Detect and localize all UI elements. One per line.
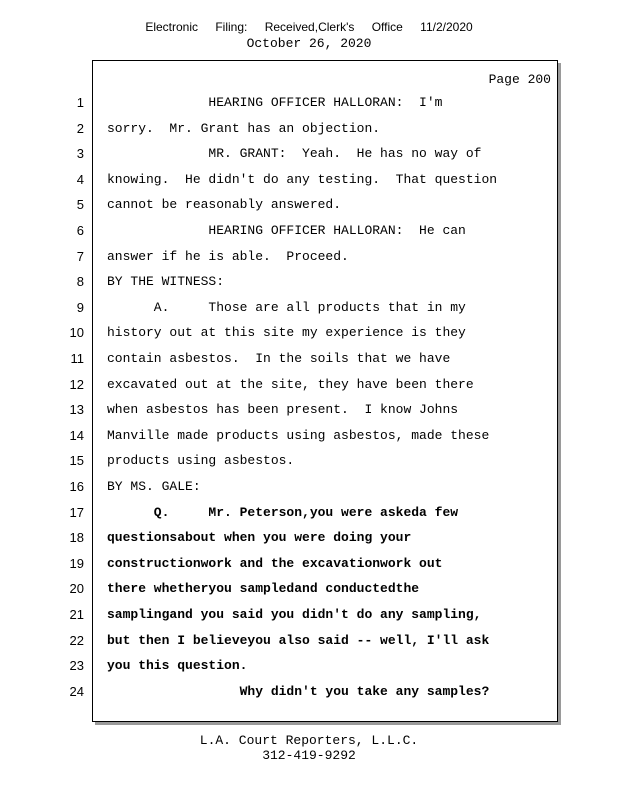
line-number: 5 bbox=[76, 197, 84, 213]
line-text: A. Those are all products that in my bbox=[107, 299, 466, 315]
line-number: 12 bbox=[69, 376, 84, 392]
line-text: sorry. Mr. Grant has an objection. bbox=[107, 120, 381, 136]
line-number: 7 bbox=[76, 248, 84, 264]
line-text: BY MS. GALE: bbox=[107, 479, 201, 494]
line-text: MR. GRANT: Yeah. He has no way of bbox=[107, 146, 482, 162]
line-number: 11 bbox=[70, 351, 84, 366]
line-number: 23 bbox=[69, 658, 84, 674]
filing-part: 11/2/2020 bbox=[420, 20, 473, 34]
line-text: history out at this site my experience is they bbox=[107, 325, 466, 341]
line-number: 14 bbox=[69, 427, 84, 443]
line-number: 8 bbox=[76, 274, 84, 290]
line-number: 18 bbox=[69, 530, 84, 546]
line-text: samplingand you said you didn't do any sampling, bbox=[107, 607, 482, 622]
line-number: 19 bbox=[69, 555, 84, 571]
line-number: 9 bbox=[76, 299, 84, 315]
page-number: Page 200 bbox=[488, 72, 551, 87]
line-text: HEARING OFFICER HALLORAN: He can bbox=[107, 223, 466, 238]
line-text: contain asbestos. In the soils that we have bbox=[107, 351, 451, 366]
line-text: there whetheryou sampledand conductedthe bbox=[107, 581, 420, 597]
line-number: 13 bbox=[69, 402, 84, 418]
line-text: BY THE WITNESS: bbox=[107, 274, 225, 290]
filing-part: Electronic bbox=[145, 20, 198, 34]
line-number: 6 bbox=[76, 223, 84, 238]
line-text: Why didn't you take any samples? bbox=[107, 683, 490, 699]
line-number: 22 bbox=[69, 632, 84, 648]
line-text: Manville made products using asbestos, made these bbox=[107, 427, 490, 443]
filing-part: Received,Clerk's bbox=[264, 20, 355, 34]
line-text: cannot be reasonably answered. bbox=[107, 197, 342, 213]
line-text: but then I believeyou also said -- well, I'll ask bbox=[107, 632, 490, 648]
line-text: excavated out at the site, they have been there bbox=[107, 376, 474, 392]
line-number: 20 bbox=[69, 581, 84, 597]
line-number: 21 bbox=[69, 607, 84, 622]
filing-header bbox=[0, 20, 618, 34]
transcript-date: October 26, 2020 bbox=[246, 36, 372, 51]
line-text: HEARING OFFICER HALLORAN: I'm bbox=[107, 95, 443, 110]
line-number: 24 bbox=[69, 683, 84, 699]
footer-phone: 312-419-9292 bbox=[262, 748, 356, 763]
line-text: products using asbestos. bbox=[107, 453, 295, 469]
line-number: 4 bbox=[76, 171, 84, 187]
filing-part: Office bbox=[371, 20, 403, 34]
line-text: questionsabout when you were doing your bbox=[107, 530, 412, 546]
line-text: knowing. He didn't do any testing. That question bbox=[107, 171, 498, 187]
line-text: when asbestos has been present. I know Johns bbox=[107, 402, 459, 418]
line-number: 10 bbox=[69, 325, 84, 341]
line-text: you this question. bbox=[107, 658, 248, 674]
line-number: 1 bbox=[76, 95, 84, 110]
line-text: Q. Mr. Peterson,you were askeda few bbox=[107, 504, 459, 520]
footer-company: L.A. Court Reporters, L.L.C. bbox=[199, 733, 419, 748]
line-text: constructionwork and the excavationwork out bbox=[107, 555, 443, 571]
line-number: 16 bbox=[69, 479, 84, 494]
line-number: 2 bbox=[76, 120, 84, 136]
line-number: 17 bbox=[69, 504, 84, 520]
line-number: 15 bbox=[69, 453, 84, 469]
line-text: answer if he is able. Proceed. bbox=[107, 248, 349, 264]
filing-part: Filing: bbox=[215, 20, 248, 34]
line-number: 3 bbox=[76, 146, 84, 162]
